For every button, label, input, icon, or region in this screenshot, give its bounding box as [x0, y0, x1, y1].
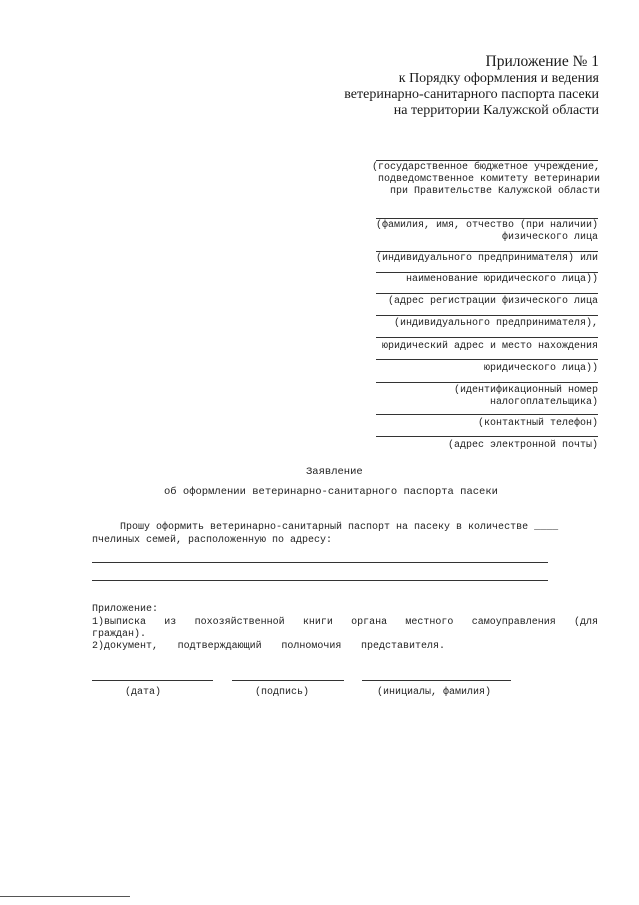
document-title: Заявление: [306, 466, 363, 478]
applicant-name-line-1: (фамилия, имя, отчество (при наличии): [375, 220, 598, 231]
signature-line: [232, 680, 344, 681]
recipient-blank-line: [376, 160, 598, 161]
attachment-1-word: книги: [302, 617, 333, 628]
attachment-item-1-continuation: граждан).: [92, 629, 147, 640]
address-fill-line-1: [92, 562, 548, 563]
address-line-4: юридического лица)): [483, 363, 598, 374]
signature-label: (подпись): [255, 687, 310, 698]
attachment-1-word: из: [164, 617, 177, 628]
initials-label: (инициалы, фамилия): [377, 687, 492, 698]
applicant-name-blank-1: [376, 218, 598, 219]
address-line-1: (адрес регистрации физического лица: [387, 296, 598, 307]
address-blank-4: [376, 359, 598, 360]
recipient-caption-line-3: при Правительстве Калужской области: [389, 186, 600, 197]
attachment-2-word: полномочия: [281, 641, 342, 652]
email-blank-line: [376, 436, 598, 437]
recipient-caption: [372, 162, 600, 198]
initials-signature-line: [362, 680, 511, 681]
appendix-header: [344, 52, 599, 119]
attachment-2-word: представителя.: [360, 641, 445, 652]
attachment-1-word: самоуправления: [471, 617, 556, 628]
date-label: (дата): [125, 687, 162, 698]
address-line-3: юридический адрес и место нахождения: [381, 341, 598, 352]
page-footer-rule: [0, 896, 130, 897]
address-blank-1: [376, 293, 598, 294]
applicant-name-line-2: физического лица: [501, 232, 598, 243]
phone-caption: (контактный телефон): [477, 418, 598, 429]
attachment-1-word: органа: [351, 617, 388, 628]
recipient-caption-line-1: (государственное бюджетное учреждение,: [371, 162, 600, 173]
appendix-title: Приложение № 1: [485, 53, 599, 70]
request-line-2: пчелиных семей, расположенную по адресу:: [92, 535, 333, 546]
inn-blank-line: [376, 382, 598, 383]
applicant-name-caption-1: [376, 220, 598, 244]
attachment-1-word: похозяйственной: [194, 617, 285, 628]
applicant-name-blank-2: [376, 251, 598, 252]
attachment-1-word: (для: [573, 617, 598, 628]
appendix-line-1: к Порядку оформления и ведения: [398, 71, 599, 86]
inn-caption-line-2: налогоплательщика): [489, 397, 598, 408]
attachment-1-word: 1)выписка: [92, 617, 147, 628]
date-signature-line: [92, 680, 213, 681]
applicant-name-blank-3: [376, 272, 598, 273]
attachment-2-word: 2)документ,: [92, 641, 159, 652]
appendix-line-2: ветеринарно-санитарного паспорта пасеки: [344, 87, 599, 102]
inn-caption-line-1: (идентификационный номер: [453, 385, 598, 396]
phone-blank-line: [376, 414, 598, 415]
attachment-item-1: [92, 616, 598, 629]
applicant-name-line-3: (индивидуального предпринимателя) или: [375, 253, 598, 264]
attachment-item-2: [92, 640, 445, 653]
email-caption: (адрес электронной почты): [447, 440, 598, 451]
appendix-line-3: на территории Калужской области: [393, 103, 599, 118]
recipient-caption-line-2: подведомственное комитету ветеринарии: [377, 174, 600, 185]
attachment-2-word: подтверждающий: [177, 641, 262, 652]
address-blank-2: [376, 315, 598, 316]
applicant-name-line-4: наименование юридического лица)): [405, 274, 598, 285]
attachment-1-word: местного: [405, 617, 454, 628]
address-blank-3: [376, 337, 598, 338]
inn-caption: [454, 385, 598, 409]
attachments-heading: Приложение:: [92, 604, 159, 615]
address-fill-line-2: [92, 580, 548, 581]
address-line-2: (индивидуального предпринимателя),: [393, 318, 598, 329]
document-subtitle: об оформлении ветеринарно-санитарного паспорта пасеки: [164, 486, 498, 498]
request-line-1: Прошу оформить ветеринарно-санитарный паспорт на пасеку в количестве ____: [120, 522, 559, 533]
